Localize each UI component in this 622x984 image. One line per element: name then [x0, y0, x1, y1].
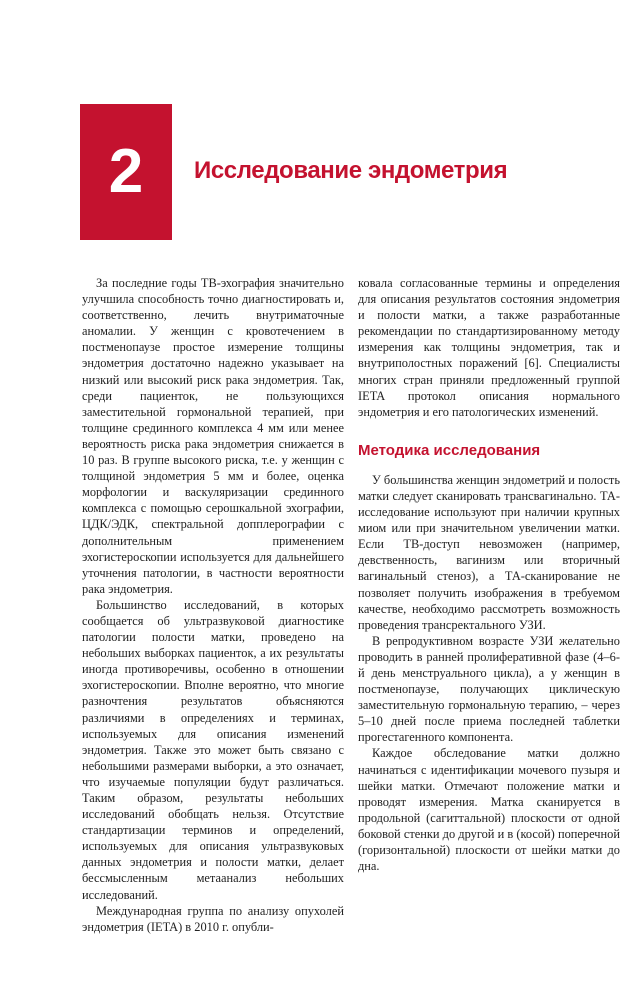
section-heading: Методика исследования	[358, 441, 541, 459]
chapter-number-box	[80, 104, 172, 240]
paragraph: Большинство исследований, в которых сообщается об ультразвуковой диагностике патологии полости матки, проведено на небольших выборках пациенток, а их результаты иногда противоречивы, особенно в отношении эхогистероскопии. Вполне вероятно, что многие разночтения результатов объясняются различиями в определениях и терминах, используемых для описания изменений эндометрия. Также это может быть связано с небольшими размерами выборки, а это означает, что изучаемые популяции будут различаться. Таким образом, результаты небольших исследований обобщать нельзя. Отсутствие стандартизации терминов и определений, используемых для описания ультразвуковых данных эндометрия и полости матки, делает бессмысленным метаанализ небольших исследований.	[82, 597, 344, 902]
paragraph-continuation: ковала согласованные термины и определения для описания результатов состояния эндометрия и полости матки, а также разработанные рекомендации по стандартизированному методу измерения как толщины эндометрия, так и внутриполостных поражений [6]. Специалисты многих стран приняли предложенный группой IETA протокол описания нормального эндометрия и его патологических изменений.	[358, 276, 620, 419]
right-column	[358, 275, 620, 874]
paragraph: За последние годы ТВ-эхография значительно улучшила способность точно диагностировать и, соответственно, лечить внутриматочные аномалии. У женщин с кровотечением в постменопаузе простое измерение толщины эндометрия достаточно надежно указывает на низкий или высокий риск рака эндометрия. Так, среди пациенток, не пользующихся заместительной гормональной терапией, при толщине срединного комплекса 4 мм или менее вероятность риска рака эндометрия снижается в 10 раз. В группе высокого риска, т.е. у женщин с толщиной эндометрия 5 мм и более, оценка морфологии и васкуляризации срединного комплекса с помощью серошкальной эхографии, ЦДК/ЭДК, спектральной допплерографии с дополнительным применением эхогистероскопии используется для дальнейшего уточнения патологии, в частности вероятности рака эндометрия.	[82, 276, 344, 596]
paragraph: Международная группа по анализу опухолей эндометрия (IETA) в 2010 г. опубли-	[82, 903, 344, 934]
paragraph: В репродуктивном возрасте УЗИ желательно проводить в ранней пролиферативной фазе (4–6-й день менструального цикла), а у женщин в постменопаузе, получающих циклическую заместительную гормональную терапию, – через 5–10 дней после приема последней таблетки прогестагенного компонента.	[358, 633, 620, 745]
chapter-number: 2	[108, 137, 144, 206]
paragraph: У большинства женщин эндометрий и полость матки следует сканировать трансвагинально. ТА-исследование используют при наличии крупных миом или при значительном увеличении матки. Если ТВ-доступ невозможен (например, девственность, вагинизм или вторичный вагинальный стеноз), а ТА-сканирование не позволяет получить изображения в требуемом качестве, необходимо рассмотреть возможность проведения трансректального УЗИ.	[358, 472, 620, 632]
chapter-title: Исследование эндометрия	[194, 157, 508, 184]
paragraph: Каждое обследование матки должно начинаться с идентификации мочевого пузыря и шейки матки. Отмечают положение матки и проводят измерения. Матка сканируется в продольной (сагиттальной) плоскости от одной боковой стенки до другой и в (косой) поперечной (горизонтальной) плоскости от шейки матки до дна.	[358, 746, 620, 874]
left-column	[82, 275, 344, 935]
